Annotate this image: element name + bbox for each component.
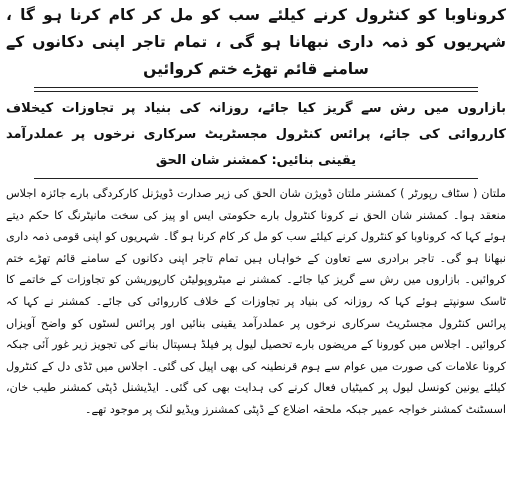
subheadline: بازاروں میں رش سے گریز کیا جائے، روزانہ کی بنیاد پر تجاوزات کیخلاف کارروائی کی جائے، پرائس کنٹرول مجسٹریٹ سرکاری نرخوں پر عملدرآمد یقینی بنائیں: کمشنر شان الحق [6, 101, 506, 168]
article-body: ملتان ( سٹاف رپورٹر ) کمشنر ملتان ڈویژن شان الحق کی زیر صدارت ڈویژنل کارکردگی بارے جائزہ اجلاس منعقد ہوا۔ کمشنر شان الحق نے کرونا کنٹرول بارے حکومتی ایس او پیز کی سخت مانیٹرنگ کا حکم دیتے ہوئے کہا کہ کروناوبا کو کنٹرول کرنے کیلئے سب کو مل کر کام کرنا ہو گا۔ شہریوں کو اپنی قومی ذمہ داری نبھانا ہو گی۔ تاجر برادری سے تعاون کے خواہاں ہیں تمام تاجر اپنی دکانوں کے سامنے قائم تھڑے ختم کروائیں۔ بازاروں میں رش سے گریز کیا جائے۔ کمشنر نے میٹروپولیٹن کارپوریشن کو تجاوزات کے خاتمے کا ٹاسک سونپتے ہوئے کہا کہ روزانہ کی بنیاد پر تجاوزات کے خلاف کارروائی کی جائے۔ کمشنر نے کہا کہ پرائس کنٹرول مجسٹریٹ سرکاری نرخوں پر عملدرآمد یقینی بنائیں اور پرائس لسٹوں کو واضح آویزاں کروائیں۔ اجلاس میں کورونا کے مریضوں بارے تحصیل لیول پر فیلڈ ہسپتال بنانے کی تجویز زیر غور آئی جبکہ کرونا علامات کی صورت میں عوام سے ہوم قرنطینہ کی بھی اپیل کی گئی۔ اجلاس میں ٹڈی دل کے کنٹرول کیلئے یونین کونسل لیول پر کمیٹیاں فعال کرنے کی ہدایت بھی کی گئی۔ ایڈیشنل ڈپٹی کمشنر طیب خان، اسسٹنٹ کمشنر خواجہ عمیر جبکہ ملحقہ اضلاع کے ڈپٹی کمشنرز ویڈیو لنک پر موجود تھے۔ [6, 187, 506, 416]
subheadline-divider [34, 178, 478, 179]
headline-divider [34, 87, 478, 92]
headline: کروناوبا کو کنٹرول کرنے کیلئے سب کو مل کر کام کرنا ہو گا ، شہریوں کو ذمہ داری نبھانا ہو گی ، تمام تاجر اپنی دکانوں کے سامنے قائم تھڑے ختم کروائیں [6, 6, 506, 78]
